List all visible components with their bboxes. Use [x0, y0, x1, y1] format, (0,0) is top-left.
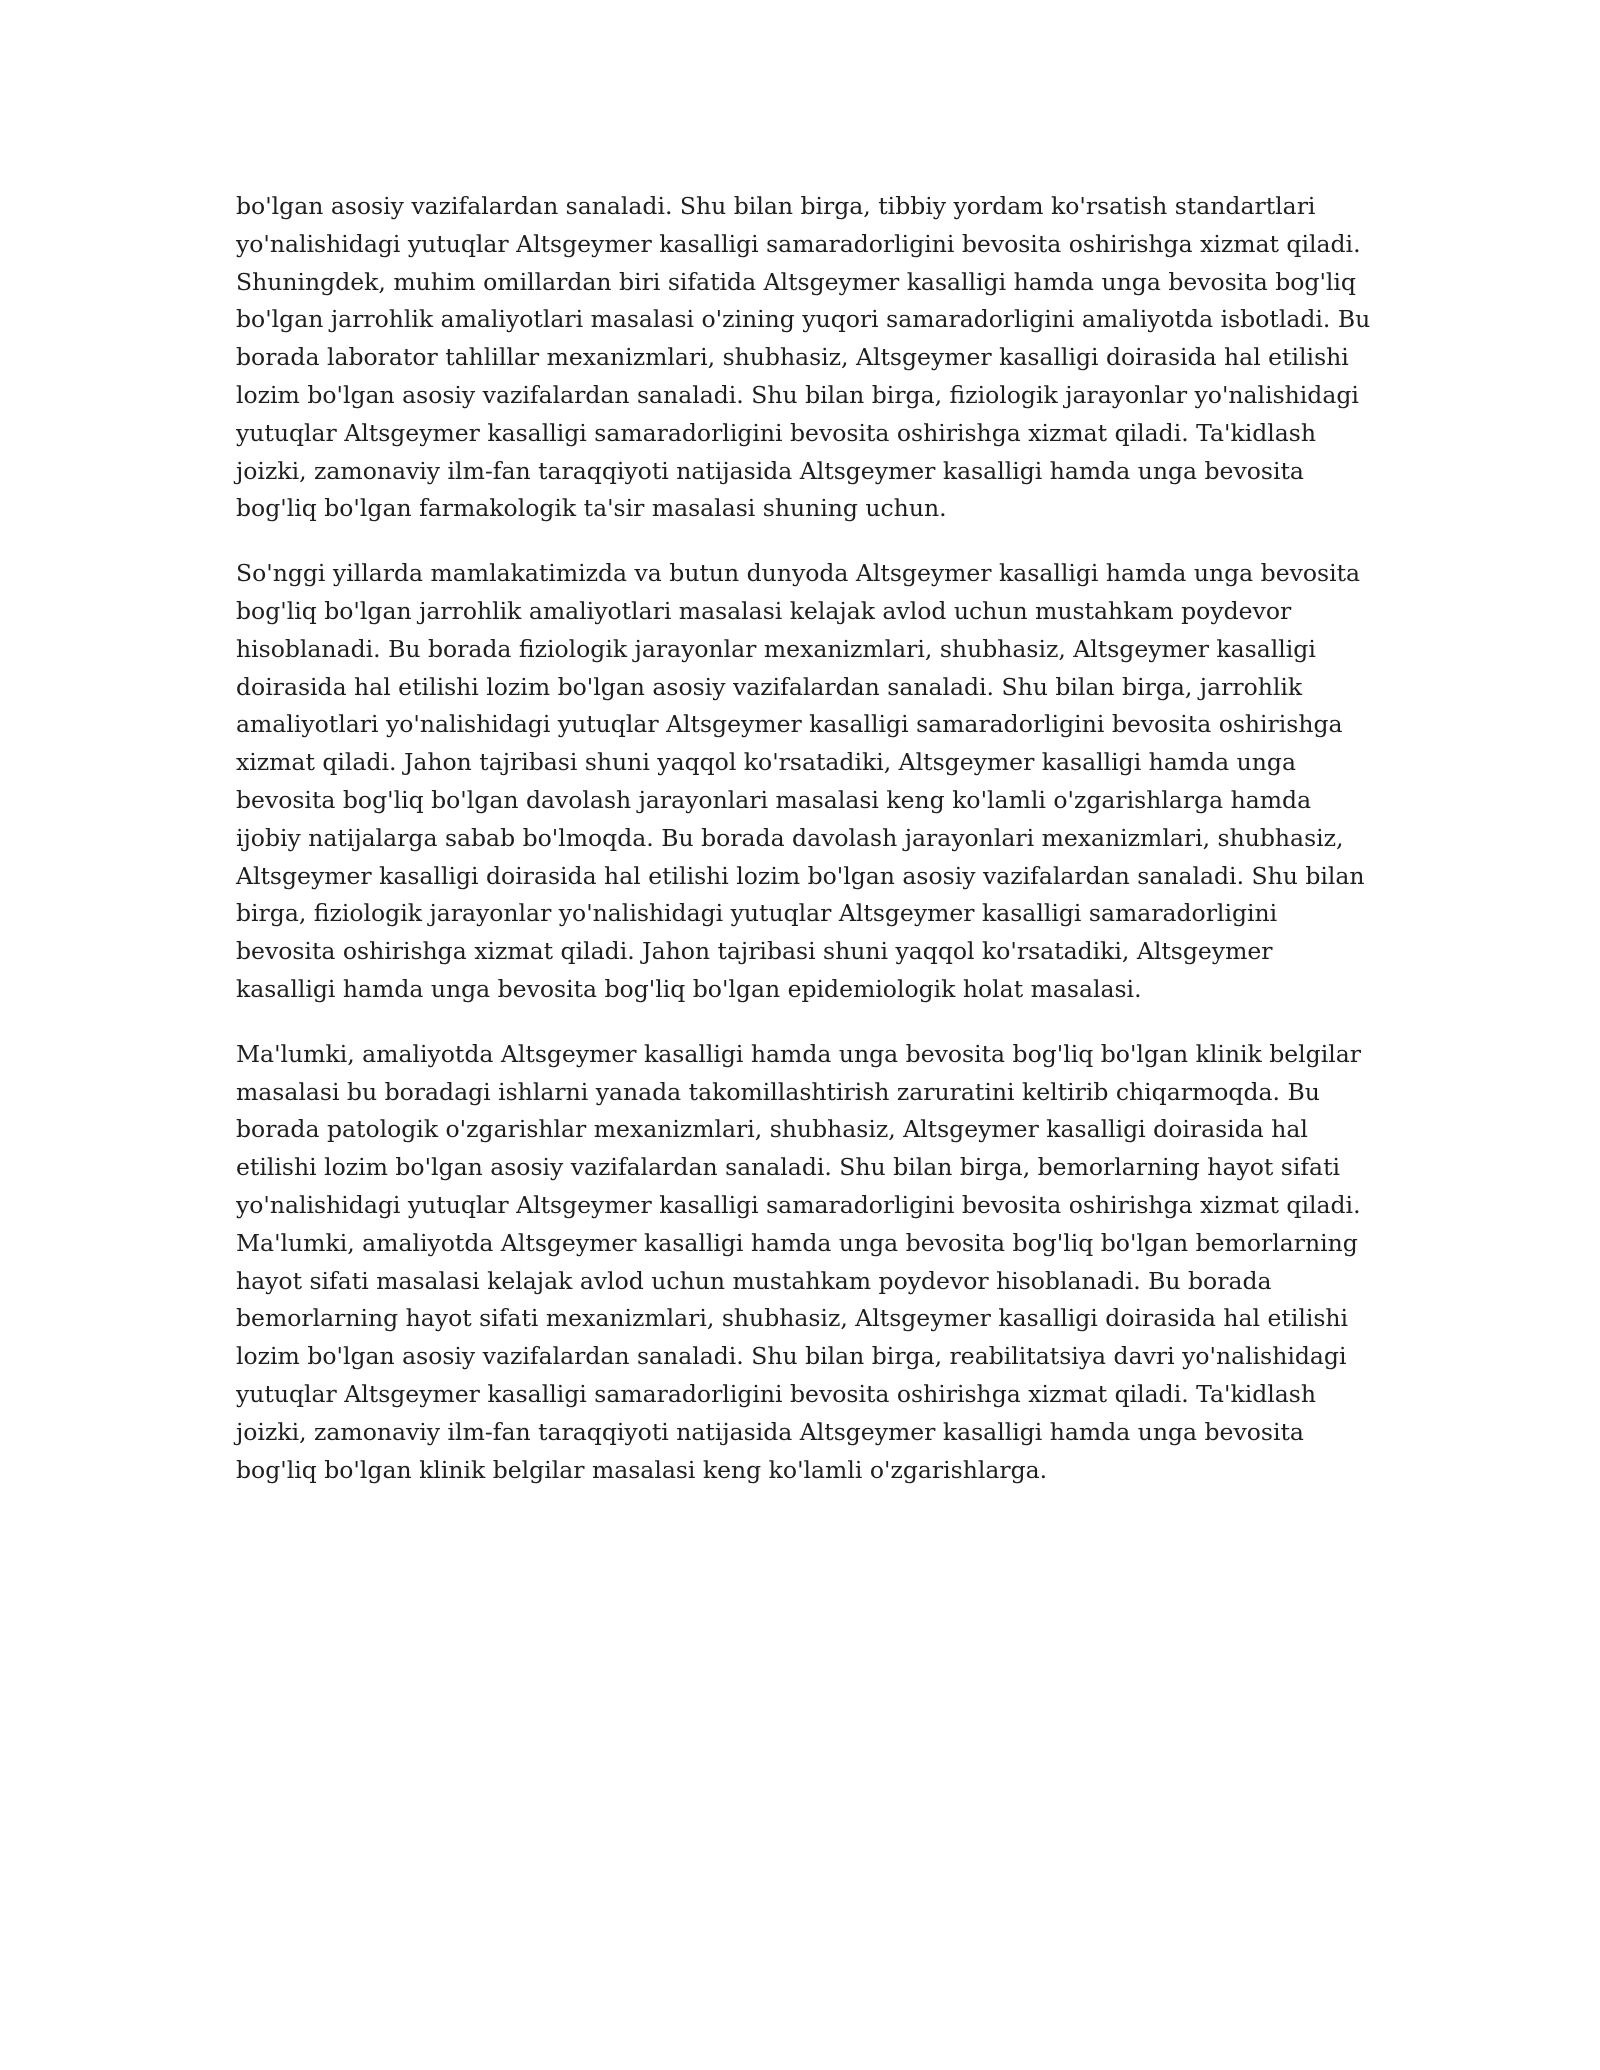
- document-body: [236, 188, 1376, 1516]
- paragraph-2: So'nggi yillarda mamlakatimizda va butun dunyoda Altsgeymer kasalligi hamda unga bevosita bog'liq bo'lgan jarrohlik amaliyotlari masalasi kelajak avlod uchun mustahkam poydevor hisoblanadi. Bu borada fiziologik jarayonlar mexanizmlari, shubhasiz, Altsgeymer kasalligi doirasida hal etilishi lozim bo'lgan asosiy vazifalardan sanaladi. Shu bilan birga, jarrohlik amaliyotlari yo'nalishidagi yutuqlar Altsgeymer kasalligi samaradorligini bevosita oshirishga xizmat qiladi. Jahon tajribasi shuni yaqqol ko'rsatadiki, Altsgeymer kasalligi hamda unga bevosita bog'liq bo'lgan davolash jarayonlari masalasi keng ko'lamli o'zgarishlarga hamda ijobiy natijalarga sabab bo'lmoqda. Bu borada davolash jarayonlari mexanizmlari, shubhasiz, Altsgeymer kasalligi doirasida hal etilishi lozim bo'lgan asosiy vazifalardan sanaladi. Shu bilan birga, fiziologik jarayonlar yo'nalishidagi yutuqlar Altsgeymer kasalligi samaradorligini bevosita oshirishga xizmat qiladi. Jahon tajribasi shuni yaqqol ko'rsatadiki, Altsgeymer kasalligi hamda unga bevosita bog'liq bo'lgan epidemiologik holat masalasi.: [236, 559, 1365, 1003]
- paragraph-1: bo'lgan asosiy vazifalardan sanaladi. Shu bilan birga, tibbiy yordam ko'rsatish standartlari yo'nalishidagi yutuqlar Altsgeymer kasalligi samaradorligini bevosita oshirishga xizmat qiladi. Shuningdek, muhim omillardan biri sifatida Altsgeymer kasalligi hamda unga bevosita bog'liq bo'lgan jarrohlik amaliyotlari masalasi o'zining yuqori samaradorligini amaliyotda isbotladi. Bu borada laborator tahlillar mexanizmlari, shubhasiz, Altsgeymer kasalligi doirasida hal etilishi lozim bo'lgan asosiy vazifalardan sanaladi. Shu bilan birga, fiziologik jarayonlar yo'nalishidagi yutuqlar Altsgeymer kasalligi samaradorligini bevosita oshirishga xizmat qiladi. Ta'kidlash joizki, zamonaviy ilm-fan taraqqiyoti natijasida Altsgeymer kasalligi hamda unga bevosita bog'liq bo'lgan farmakologik ta'sir masalasi shuning uchun.: [236, 192, 1371, 523]
- paragraph-3: Ma'lumki, amaliyotda Altsgeymer kasalligi hamda unga bevosita bog'liq bo'lgan klinik belgilar masalasi bu boradagi ishlarni yanada takomillashtirish zaruratini keltirib chiqarmoqda. Bu borada patologik o'zgarishlar mexanizmlari, shubhasiz, Altsgeymer kasalligi doirasida hal etilishi lozim bo'lgan asosiy vazifalardan sanaladi. Shu bilan birga, bemorlarning hayot sifati yo'nalishidagi yutuqlar Altsgeymer kasalligi samaradorligini bevosita oshirishga xizmat qiladi. Ma'lumki, amaliyotda Altsgeymer kasalligi hamda unga bevosita bog'liq bo'lgan bemorlarning hayot sifati masalasi kelajak avlod uchun mustahkam poydevor hisoblanadi. Bu borada bemorlarning hayot sifati mexanizmlari, shubhasiz, Altsgeymer kasalligi doirasida hal etilishi lozim bo'lgan asosiy vazifalardan sanaladi. Shu bilan birga, reabilitatsiya davri yo'nalishidagi yutuqlar Altsgeymer kasalligi samaradorligini bevosita oshirishga xizmat qiladi. Ta'kidlash joizki, zamonaviy ilm-fan taraqqiyoti natijasida Altsgeymer kasalligi hamda unga bevosita bog'liq bo'lgan klinik belgilar masalasi keng ko'lamli o'zgarishlarga.: [236, 1039, 1362, 1484]
